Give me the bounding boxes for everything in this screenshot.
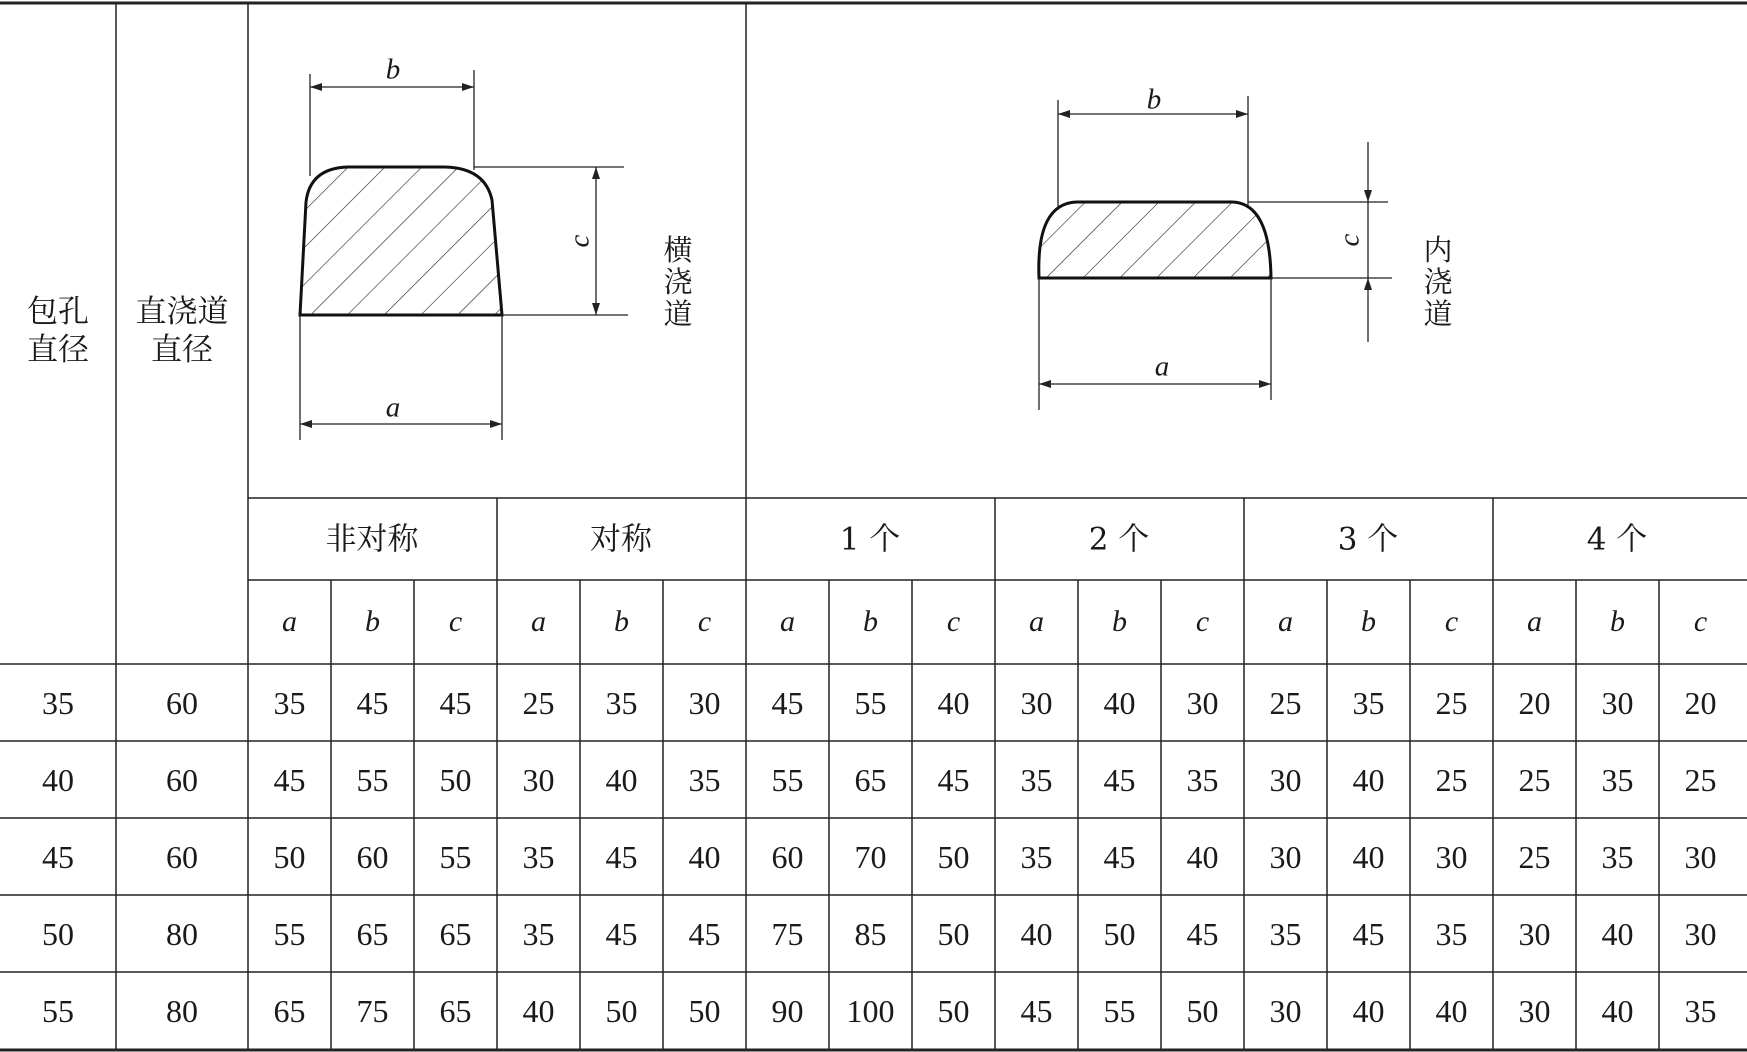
left-dim-a-label: a	[385, 391, 401, 424]
table-cell: 25	[1269, 684, 1302, 721]
table-cell: 65	[356, 915, 389, 952]
sub-header-cell: a	[1278, 605, 1293, 638]
table-cell: 40	[522, 993, 555, 1029]
ingate-profile	[1039, 202, 1271, 278]
table-cell: 30	[522, 761, 555, 798]
table-cell: 45	[1352, 915, 1385, 952]
table-cell: 50	[605, 993, 638, 1029]
right-dim-c-label: c	[1333, 233, 1366, 247]
left-dim-b-label: b	[385, 53, 401, 86]
table-cell: 35	[605, 684, 638, 721]
table-cell: 35	[1020, 761, 1053, 798]
table-cell: 65	[439, 915, 472, 952]
sub-header-cell: c	[1693, 605, 1708, 638]
table-cell: 45	[1020, 993, 1053, 1029]
table-cell: 70	[854, 838, 887, 875]
table-cell: 35	[1684, 993, 1717, 1029]
table-cell: 35	[1352, 684, 1385, 721]
sub-header-cell: a	[282, 605, 297, 638]
table-cell: 45	[1186, 915, 1219, 952]
table-cell: 50	[937, 993, 970, 1029]
table-cell: 40	[1601, 993, 1634, 1029]
table-cell: 40	[42, 761, 74, 798]
table-cell: 45	[937, 761, 970, 798]
table-cell: 75	[771, 915, 804, 952]
table-cell: 55	[1103, 993, 1136, 1029]
table-cell: 65	[854, 761, 887, 798]
table-cell: 50	[273, 838, 306, 875]
table-cell: 40	[937, 684, 970, 721]
table-cell: 45	[273, 761, 306, 798]
sub-header-cell: b	[1361, 605, 1376, 638]
table-cell: 40	[1020, 915, 1053, 952]
table-cell: 45	[439, 684, 472, 721]
table-cell: 35	[273, 684, 306, 721]
table-cell: 30	[1435, 838, 1468, 875]
sub-header-cell: c	[1195, 605, 1210, 638]
table-cell: 30	[1269, 838, 1302, 875]
header-ladle-hole-diameter: 包孔 直径	[27, 294, 89, 368]
sub-header-cell: a	[1029, 605, 1044, 638]
table-cell: 45	[605, 838, 638, 875]
table-cell: 50	[937, 915, 970, 952]
table-cell: 50	[1186, 993, 1219, 1029]
sub-header-cell: b	[1112, 605, 1127, 638]
table-cell: 40	[1103, 684, 1136, 721]
table-cell: 25	[1435, 684, 1468, 721]
table-cell: 35	[1601, 838, 1634, 875]
table-cell: 50	[1103, 915, 1136, 952]
table-cell: 35	[1435, 915, 1468, 952]
table-cell: 35	[688, 761, 721, 798]
right-dim-b-label: b	[1146, 83, 1162, 116]
table-cell: 100	[846, 993, 895, 1029]
table-cell: 50	[439, 761, 472, 798]
sub-header-cell: b	[365, 605, 380, 638]
table-cell: 35	[1601, 761, 1634, 798]
table-cell: 45	[1103, 838, 1136, 875]
group-header: 4 个	[1586, 521, 1648, 558]
table-cell: 30	[1518, 915, 1551, 952]
header-sprue-diameter: 直浇道 直径	[135, 294, 229, 368]
table-cell: 75	[356, 993, 389, 1029]
sub-header-cell: b	[614, 605, 629, 638]
table-cell: 30	[1684, 838, 1717, 875]
table-cell: 55	[42, 993, 74, 1029]
table-cell: 45	[42, 838, 74, 875]
table-cell: 30	[1601, 684, 1634, 721]
label-ingate: 内 浇 道	[1423, 233, 1453, 331]
sub-header-cell: c	[697, 605, 712, 638]
group-header: 3 个	[1337, 521, 1399, 558]
table-cell: 25	[1518, 761, 1551, 798]
sub-header-cell: c	[1444, 605, 1459, 638]
sub-header-cell: a	[531, 605, 546, 638]
group-header: 2 个	[1088, 521, 1150, 558]
table-cell: 40	[1186, 838, 1219, 875]
table-cell: 80	[166, 993, 198, 1029]
group-header: 非对称	[325, 521, 419, 558]
table-cell: 40	[1435, 993, 1468, 1029]
table-cell: 65	[439, 993, 472, 1029]
table-cell: 40	[605, 761, 638, 798]
table-cell: 30	[1684, 915, 1717, 952]
table-cell: 45	[605, 915, 638, 952]
table-cell: 30	[688, 684, 721, 721]
table-cell: 60	[166, 838, 198, 875]
table-cell: 30	[1269, 993, 1302, 1029]
table-cell: 40	[1352, 838, 1385, 875]
table-cell: 40	[688, 838, 721, 875]
sub-header-cell: b	[863, 605, 878, 638]
sub-header-cell: a	[780, 605, 795, 638]
table-cell: 25	[1518, 838, 1551, 875]
table-cell: 30	[1269, 761, 1302, 798]
table-cell: 35	[1186, 761, 1219, 798]
right-dim-a-label: a	[1154, 350, 1170, 383]
table-cell: 30	[1518, 993, 1551, 1029]
table-cell: 45	[771, 684, 804, 721]
sub-header-cell: c	[448, 605, 463, 638]
table-cell: 35	[1269, 915, 1302, 952]
table-cell: 55	[356, 761, 389, 798]
table-cell: 20	[1518, 684, 1551, 721]
table-cell: 50	[688, 993, 721, 1029]
table-cell: 55	[273, 915, 306, 952]
table-cell: 50	[42, 915, 74, 952]
table-cell: 55	[439, 838, 472, 875]
table-cell: 40	[1601, 915, 1634, 952]
sub-header-cell: a	[1527, 605, 1542, 638]
table-cell: 50	[937, 838, 970, 875]
table-cell: 90	[771, 993, 804, 1029]
sub-header-cell: b	[1610, 605, 1625, 638]
table-cell: 20	[1684, 684, 1717, 721]
table-cell: 80	[166, 915, 198, 952]
table-cell: 35	[522, 915, 555, 952]
table-cell: 25	[1435, 761, 1468, 798]
table-cell: 30	[1020, 684, 1053, 721]
table-cell: 35	[42, 684, 74, 721]
label-cross-runner: 横 浇 道	[663, 233, 693, 331]
table-cell: 35	[1020, 838, 1053, 875]
table-cell: 60	[771, 838, 804, 875]
sub-header-cell: c	[946, 605, 961, 638]
table-cell: 60	[166, 761, 198, 798]
group-header: 1 个	[839, 521, 901, 558]
table-cell: 55	[771, 761, 804, 798]
table-cell: 85	[854, 915, 887, 952]
table-cell: 55	[854, 684, 887, 721]
table-cell: 25	[1684, 761, 1717, 798]
table-cell: 30	[1186, 684, 1219, 721]
table-cell: 60	[356, 838, 389, 875]
table-cell: 40	[1352, 993, 1385, 1029]
left-dim-c-label: c	[563, 234, 596, 248]
table-cell: 65	[273, 993, 306, 1029]
table-cell: 35	[522, 838, 555, 875]
table-cell: 45	[1103, 761, 1136, 798]
table-cell: 60	[166, 684, 198, 721]
table-cell: 45	[688, 915, 721, 952]
group-header: 对称	[590, 521, 652, 558]
table-cell: 40	[1352, 761, 1385, 798]
table-cell: 25	[522, 684, 555, 721]
table-cell: 45	[356, 684, 389, 721]
